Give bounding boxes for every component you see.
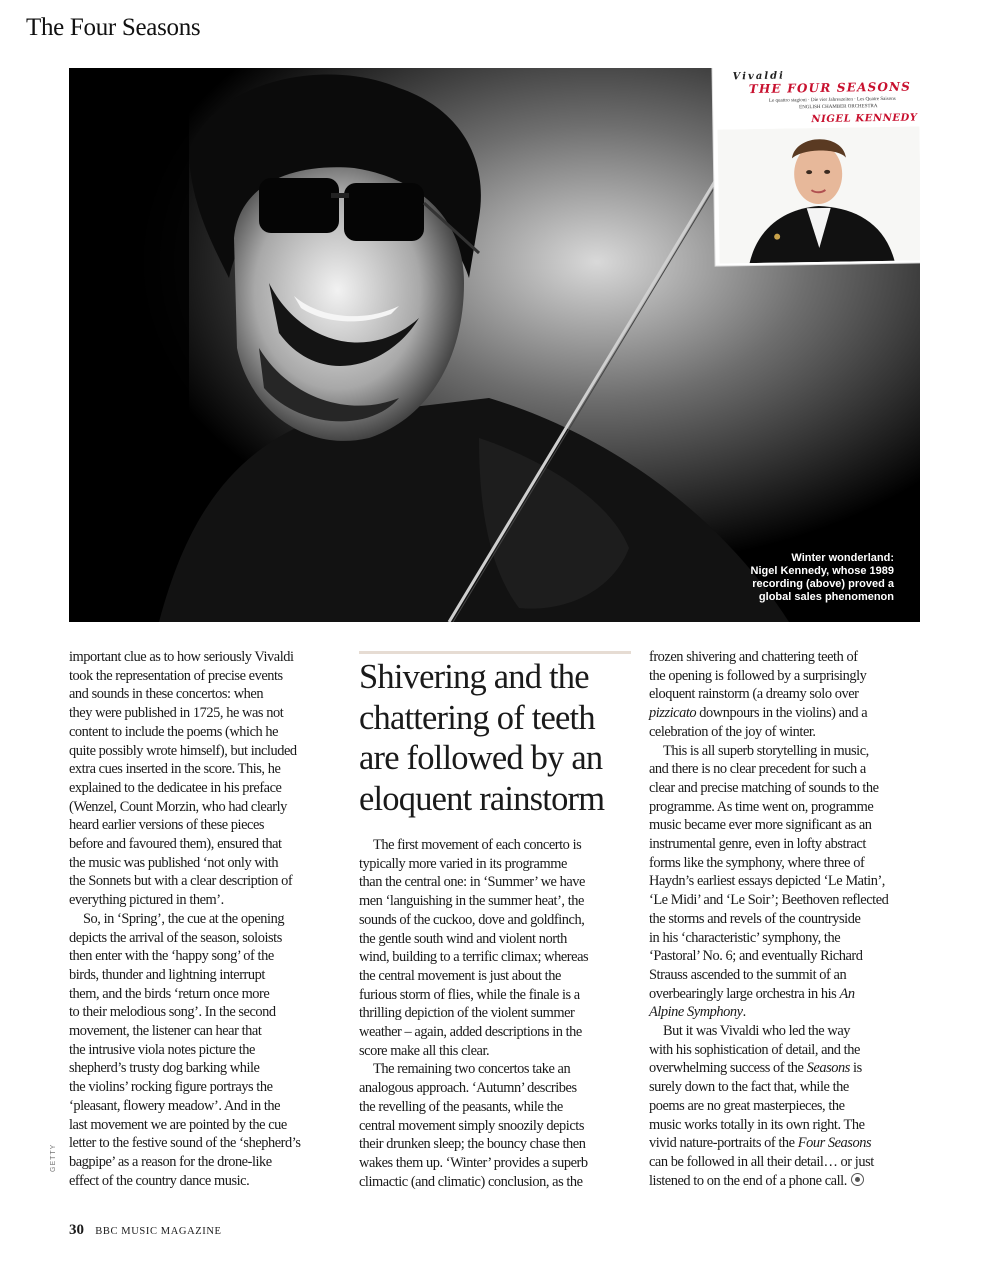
text-line: bagpipe’ as a reason for the drone-like — [69, 1153, 272, 1170]
text-line: central movement simply snoozily depicts — [359, 1117, 584, 1134]
text-line: letter to the festive sound of the ‘shepherd’s — [69, 1135, 301, 1152]
album-cover — [712, 68, 920, 266]
text-line: listened to on the end of a phone call. — [649, 1172, 847, 1189]
text-line: furious storm of flies, while the finale is a — [359, 986, 580, 1003]
end-mark-icon — [851, 1173, 864, 1186]
text-line: typically more varied in its programme — [359, 855, 567, 872]
text-line: can be followed in all their detail… or just — [649, 1153, 874, 1170]
text-line: important clue as to how seriously Vivaldi — [69, 649, 294, 665]
text-line: them, and the birds ‘return once more — [69, 985, 270, 1002]
article-column-1 — [69, 648, 341, 1190]
text-line: the storms and revels of the countryside — [649, 910, 861, 927]
section-title: The Four Seasons — [26, 14, 201, 41]
text-line: heard earlier versions of these pieces — [69, 817, 265, 834]
text-line: movement, the listener can hear that — [69, 1023, 262, 1040]
text-line: ‘Pastoral’ No. 6; and eventually Richard — [649, 948, 863, 965]
photo-credit: GETTY — [50, 1143, 57, 1172]
magazine-name: BBC MUSIC MAGAZINE — [95, 1226, 222, 1237]
text-line: to their melodious song’. In the second — [69, 1004, 276, 1021]
text-line: But it was Vivaldi who led the way — [663, 1023, 851, 1040]
text-line: quite possibly wrote himself), but included — [69, 742, 297, 759]
text-line: music works totally in its own right. The — [649, 1116, 865, 1133]
text-line: thrilling depiction of the violent summer — [359, 1005, 575, 1022]
text-line: the revelling of the peasants, while the — [359, 1098, 563, 1115]
text-line: they were published in 1725, he was not — [69, 705, 284, 722]
text-line: and there is no clear precedent for such a — [649, 761, 866, 778]
text-line: ‘Le Midi’ and ‘Le Soir’; Beethoven reflected — [649, 892, 889, 909]
text-line: birds, thunder and lightning interrupt — [69, 966, 265, 983]
text-line: overbearingly large orchestra in his An — [649, 985, 855, 1002]
text-line: explained to the dedicatee in his preface — [69, 779, 282, 796]
text-line: analogous approach. ‘Autumn’ describes — [359, 1080, 577, 1097]
text-line: The remaining two concertos take an — [373, 1061, 571, 1078]
article-column-2 — [359, 836, 631, 1191]
page-footer — [69, 1222, 222, 1239]
album-orchestra: ENGLISH CHAMBER ORCHESTRA — [799, 104, 878, 111]
pull-quote-line: eloquent rainstorm — [359, 779, 605, 818]
text-line: shepherd’s trusty dog barking while — [69, 1060, 260, 1077]
text-line: So, in ‘Spring’, the cue at the opening — [83, 910, 285, 927]
caption-title: Winter wonderland: — [791, 552, 894, 564]
text-line: music became ever more significant as an — [649, 817, 872, 834]
text-line: Haydn’s earliest essays depicted ‘Le Matin’, — [649, 873, 885, 890]
text-line: last movement we are pointed by the cue — [69, 1116, 287, 1133]
text-line: instrumental genre, even in lofty abstract — [649, 836, 866, 853]
text-line: pizzicato downpours in the violins) and a — [649, 705, 868, 722]
text-line: their drunken sleep; the bouncy chase then — [359, 1136, 586, 1153]
article-column-3 — [649, 648, 921, 1190]
pull-quote-line: are followed by an — [359, 739, 603, 777]
text-line: (Wenzel, Count Morzin, who had clearly — [69, 798, 287, 815]
text-line: ‘pleasant, flowery meadow’. And in the — [69, 1097, 281, 1114]
text-line: clear and precise matching of sounds to the — [649, 779, 879, 796]
text-line: extra cues inserted in the score. This, he — [69, 761, 281, 778]
text-line: the violins’ rocking figure portrays the — [69, 1079, 273, 1096]
album-title: THE FOUR SEASONS — [748, 79, 912, 97]
text-line: men ‘languishing in the summer heat’, the — [359, 893, 584, 910]
text-line: before and favoured them), ensured that — [69, 836, 282, 853]
caption-line: global sales phenomenon — [758, 591, 894, 603]
text-line: than the central one: in ‘Summer’ we have — [359, 874, 585, 891]
pull-quote-line: Shivering and the — [359, 658, 589, 696]
last-text-line — [649, 1172, 921, 1191]
text-line: score make all this clear. — [359, 1042, 490, 1059]
text-line: wakes them up. ‘Winter’ provides a superb — [359, 1154, 588, 1171]
album-portrait — [717, 126, 920, 263]
text-line: The first movement of each concerto is — [373, 837, 582, 853]
text-line: the gentle south wind and violent north — [359, 930, 567, 947]
text-line: climactic (and climatic) conclusion, as the — [359, 1173, 583, 1190]
text-line: the Sonnets but with a clear description of — [69, 873, 293, 890]
text-line: forms like the symphony, where three of — [649, 854, 865, 871]
text-line: depicts the arrival of the season, soloists — [69, 929, 282, 946]
text-line: then enter with the ‘happy song’ of the — [69, 948, 274, 965]
text-line: everything pictured in them’. — [69, 892, 224, 909]
text-line: frozen shivering and chattering teeth of — [649, 649, 858, 665]
text-line: overwhelming success of the Seasons is — [649, 1060, 862, 1077]
text-line: in his ‘characteristic’ symphony, the — [649, 929, 841, 946]
pull-quote-line: chattering of teeth — [359, 698, 595, 737]
photo-caption — [704, 552, 894, 604]
hero-photo — [69, 68, 920, 622]
text-line: content to include the poems (which he — [69, 723, 279, 740]
text-line: celebration of the joy of winter. — [649, 723, 816, 740]
album-composer: Vivaldi — [732, 70, 785, 83]
caption-line: Nigel Kennedy, whose 1989 — [750, 565, 894, 577]
text-line: programme. As time went on, programme — [649, 798, 874, 815]
page-number: 30 — [69, 1222, 84, 1238]
text-line: weather – again, added descriptions in the — [359, 1024, 582, 1041]
text-line: eloquent rainstorm (a dreamy solo over — [649, 686, 859, 703]
text-line: wind, building to a terrific climax; whereas — [359, 949, 589, 966]
text-line: surely down to the fact that, while the — [649, 1079, 849, 1096]
text-line: and sounds in these concertos: when — [69, 686, 264, 703]
text-line: vivid nature-portraits of the Four Seasons — [649, 1135, 872, 1152]
text-line: This is all superb storytelling in music, — [663, 742, 869, 759]
album-artist: NIGEL KENNEDY — [811, 112, 918, 126]
pull-quote-rule — [359, 651, 631, 654]
text-line: sounds of the cuckoo, dove and goldfinch, — [359, 911, 585, 928]
text-line: Alpine Symphony. — [649, 1004, 746, 1021]
caption-line: recording (above) proved a — [752, 578, 894, 590]
text-line: the opening is followed by a surprisingly — [649, 667, 867, 684]
text-line: effect of the country dance music. — [69, 1172, 250, 1189]
text-line: the music was published ‘not only with — [69, 854, 279, 871]
pull-quote — [359, 657, 639, 819]
text-line: with his sophistication of detail, and the — [649, 1041, 860, 1058]
text-line: took the representation of precise events — [69, 667, 283, 684]
album-subtitle: Le quattro stagioni · Die vier Jahreszeiten · Les Quatre Saisons — [768, 96, 896, 104]
text-line: the central movement is just about the — [359, 967, 561, 984]
text-line: poems are no great masterpieces, the — [649, 1097, 845, 1114]
text-line: Strauss ascended to the summit of an — [649, 966, 847, 983]
text-line: the intrusive viola notes picture the — [69, 1041, 255, 1058]
